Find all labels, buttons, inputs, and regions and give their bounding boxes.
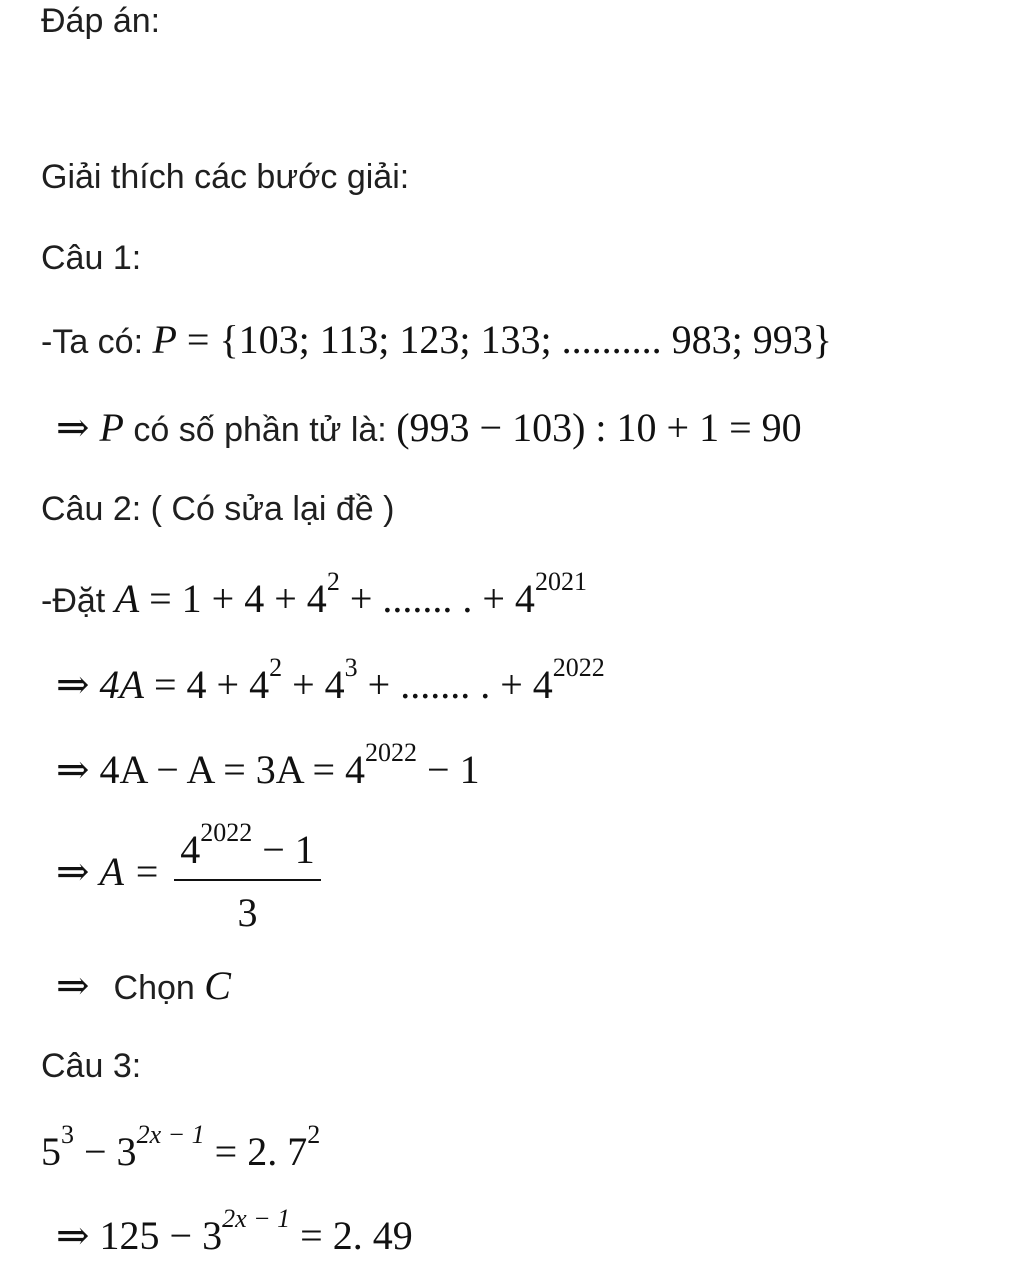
q2-l2-math-c: + ....... . + 4 [357, 662, 553, 707]
choice-var: C [204, 963, 231, 1008]
q2-definition [41, 567, 587, 622]
exponent: 2022 [365, 738, 418, 767]
q2-line-2 [56, 653, 605, 708]
exponent: 2x − 1 [222, 1204, 291, 1233]
q2-l4-lhs: A = [99, 849, 161, 895]
implies-arrow: ⇒ [56, 405, 90, 450]
q1-line-2 [56, 404, 802, 451]
q2-set-math-a: = 1 + 4 + 4 [139, 576, 327, 621]
q1-l1-var: P [152, 317, 177, 362]
q3-line-1 [41, 1120, 321, 1175]
implies-arrow: ⇒ [56, 747, 90, 792]
exponent: 2022 [552, 653, 605, 682]
implies-arrow: ⇒ [56, 963, 90, 1008]
q1-l2-text: có số phần tử là: [123, 411, 397, 449]
exponent: 3 [61, 1120, 74, 1149]
q1-l2-var: P [99, 405, 124, 450]
exponent: 2 [269, 653, 283, 682]
q3-l1-c: = 2. 7 [204, 1129, 308, 1174]
q2-l2-math-a: = 4 + 4 [143, 662, 270, 707]
exponent: 2 [307, 1120, 321, 1149]
q2-l3-math-b: − 1 [417, 747, 480, 792]
fraction-numerator [174, 818, 321, 881]
exponent: 2 [326, 567, 340, 596]
fraction [174, 818, 321, 936]
q1-line-1 [41, 316, 832, 363]
fraction-denominator: 3 [237, 890, 258, 935]
q1-title: Câu 1: [41, 239, 142, 277]
q1-l2-math: (993 − 103) : 10 + 1 = 90 [396, 405, 802, 450]
explanation-label: Giải thích các bước giải: [41, 158, 410, 196]
numerator-rest: − 1 [252, 827, 315, 872]
q2-set-prefix: -Đặt [41, 582, 115, 620]
q2-line-3 [56, 738, 480, 793]
q3-l2-b: = 2. 49 [290, 1213, 413, 1258]
exponent: 2x − 1 [136, 1120, 205, 1149]
q2-line-5 [56, 962, 231, 1009]
q3-l1-b: − 3 [74, 1129, 137, 1174]
q2-set-var: A [114, 576, 140, 621]
q2-l3-math-a: 4A − A = 3A = 4 [99, 747, 366, 792]
q3-title: Câu 3: [41, 1047, 142, 1085]
q3-l1-a: 5 [41, 1129, 61, 1174]
exponent: 2021 [534, 567, 587, 596]
q3-l2-a: 125 − 3 [99, 1213, 223, 1258]
q2-l2-math-b: + 4 [282, 662, 345, 707]
q2-line-4 [56, 818, 321, 936]
implies-arrow: ⇒ [56, 662, 90, 707]
exponent: 2022 [200, 818, 253, 847]
answer-label: Đáp án: [41, 2, 161, 40]
numerator-base: 4 [180, 827, 201, 872]
q2-l2-lhs: 4A [99, 662, 144, 707]
choose-text: Chọn [113, 969, 205, 1007]
implies-arrow: ⇒ [56, 849, 90, 895]
q1-l1-set: = {103; 113; 123; 133; .......... 983; 993} [176, 317, 832, 362]
q2-title: Câu 2: ( Có sửa lại đề ) [41, 490, 395, 528]
q2-set-math-b: + ....... . + 4 [339, 576, 535, 621]
exponent: 3 [344, 653, 358, 682]
implies-arrow: ⇒ [56, 1213, 90, 1258]
q1-l1-prefix: -Ta có: [41, 323, 153, 361]
q3-line-2 [56, 1204, 413, 1259]
